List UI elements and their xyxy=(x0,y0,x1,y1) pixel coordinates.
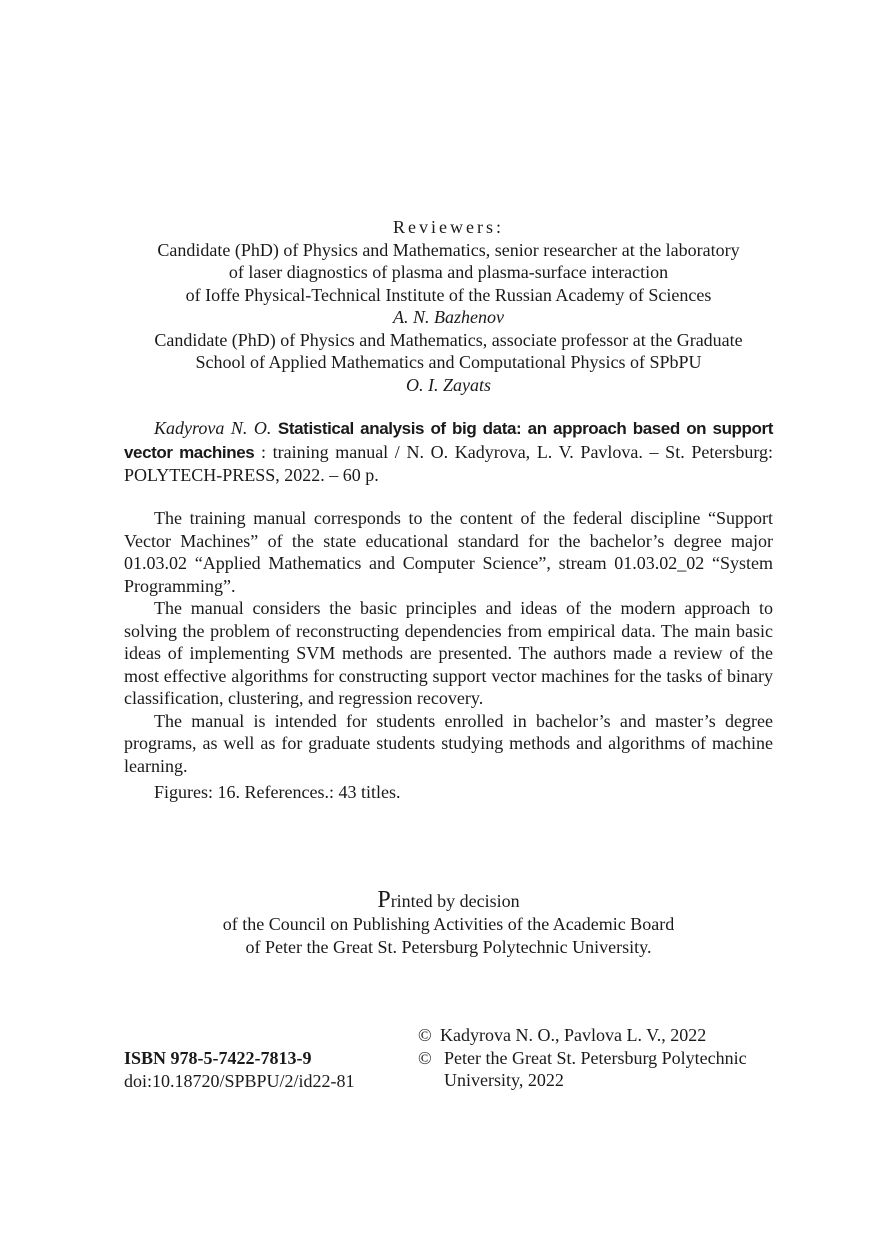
biblio-title: Statistical analysis of big data: an approach based on support vector machines xyxy=(124,419,773,462)
isbn-block xyxy=(124,1047,404,1092)
reviewers-heading: Reviewers: xyxy=(393,217,504,237)
abstract-paragraph-2: The manual considers the basic principles and ideas of the modern approach to solving the problem of reconstructing dependencies from empirical data. The main basic ideas of implementing SVM methods are presented. The authors made a review of the most effective algorithms for constructing support vector machines for the tasks of binary classification, clustering, and regression recovery. xyxy=(124,598,773,708)
copyright-authors-text: Kadyrova N. O., Pavlova L. V., 2022 xyxy=(440,1025,707,1045)
biblio-details: : training manual / N. O. Kadyrova, L. V. Pavlova. – St. Petersburg: POLYTECH-PRESS, 2022. – 60 p. xyxy=(124,441,773,485)
printed-line-3: of Peter the Great St. Petersburg Polytechnic University. xyxy=(245,937,652,957)
abstract-paragraph-3: The manual is intended for students enrolled in bachelor’s and master’s degree programs, as well as for graduate students studying methods and algorithms of machine learning. xyxy=(124,710,773,776)
abstract-block xyxy=(124,507,773,777)
copyright-university xyxy=(418,1047,788,1092)
reviewer-2-affiliation-line-1: Candidate (PhD) of Physics and Mathematics, associate professor at the Graduate xyxy=(154,329,743,350)
biblio-author: Kadyrova N. O. xyxy=(154,418,272,438)
printed-initial: P xyxy=(377,887,391,913)
printed-line-2: of the Council on Publishing Activities of the Academic Board xyxy=(222,914,675,934)
figures-references-count: Figures: 16. References.: 43 titles. xyxy=(154,782,401,802)
reviewers-block xyxy=(110,216,787,396)
abstract-paragraph-1: The training manual corresponds to the content of the federal discipline “Support Vector Machines” of the state educational standard for the bachelor’s degree major 01.03.02 “Applied Mathematics and Computer Science”, stream 01.03.02_02 “System Programming”. xyxy=(124,508,773,596)
copyright-symbol-1: © xyxy=(418,1025,432,1045)
printed-line-1 xyxy=(110,889,787,913)
printed-line-1-rest: rinted by decision xyxy=(390,891,520,911)
reviewer-1-affiliation-line-3: of Ioffe Physical-Technical Institute of the Russian Academy of Sciences xyxy=(185,284,712,305)
reviewer-2-name: O. I. Zayats xyxy=(406,374,491,395)
copyright-university-line-1: Peter the Great St. Petersburg Polytechnic xyxy=(444,1047,747,1068)
reviewer-2-affiliation-line-2: School of Applied Mathematics and Computational Physics of SPbPU xyxy=(195,352,702,372)
copyright-symbol-2: © xyxy=(418,1047,432,1068)
copyright-authors xyxy=(418,1024,788,1047)
reviewer-1-name: A. N. Bazhenov xyxy=(393,307,504,327)
copyright-university-text xyxy=(444,1047,747,1092)
reviewer-1-affiliation-line-1: Candidate (PhD) of Physics and Mathematics, senior researcher at the laboratory xyxy=(157,239,740,260)
doi: doi:10.18720/SPBPU/2/id22-81 xyxy=(124,1070,355,1091)
copyright-university-line-2: University, 2022 xyxy=(444,1070,564,1090)
bibliographic-record xyxy=(124,417,773,487)
copyright-block xyxy=(418,1024,788,1092)
isbn-number: ISBN 978-5-7422-7813-9 xyxy=(124,1048,312,1068)
printed-by-decision xyxy=(110,889,787,959)
reviewer-1-affiliation-line-2: of laser diagnostics of plasma and plasma-surface interaction xyxy=(228,262,669,282)
